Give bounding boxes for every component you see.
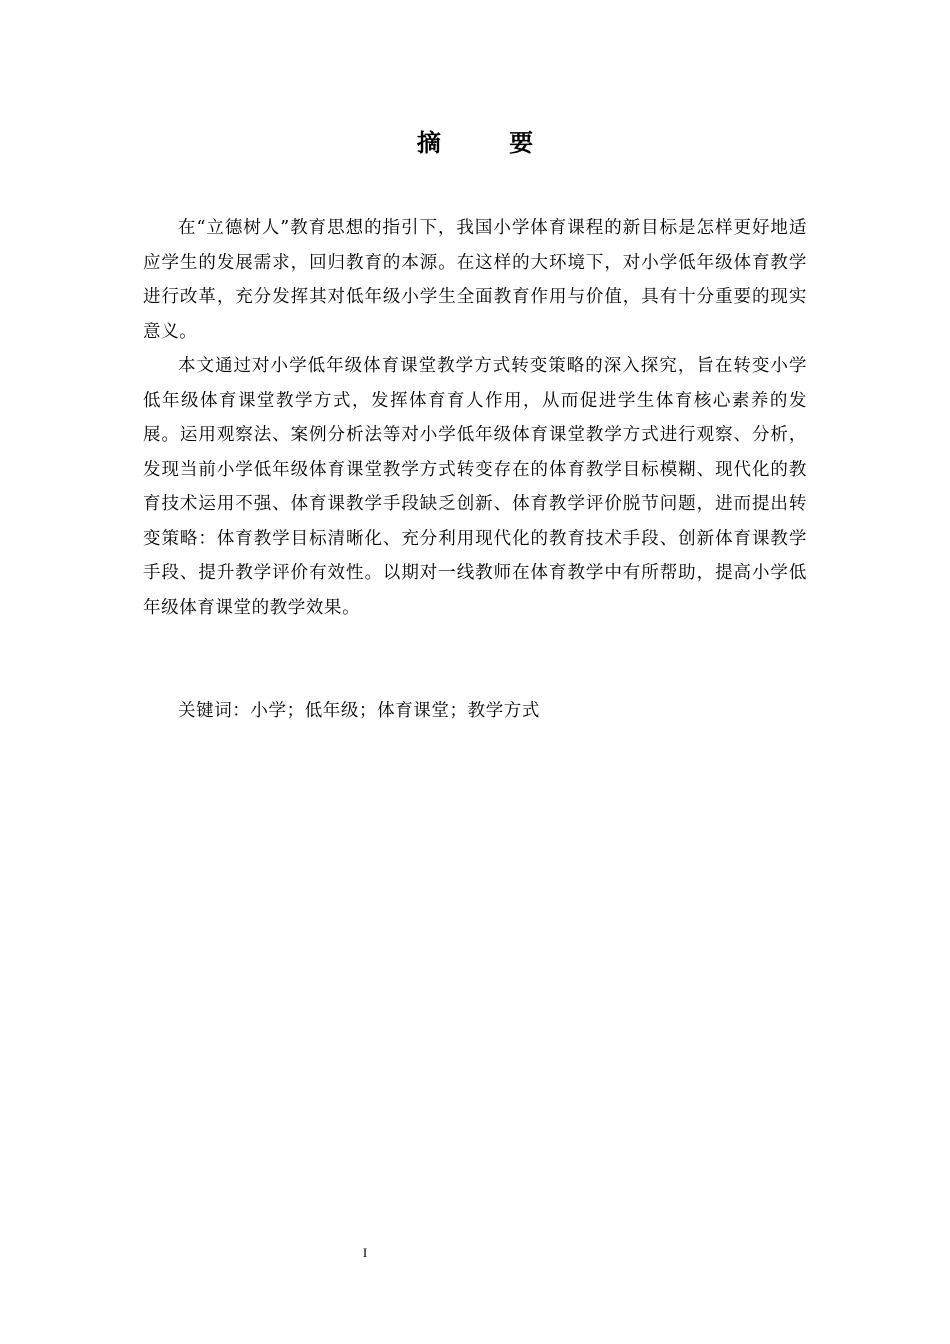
page-number: I (362, 1245, 368, 1260)
abstract-body (143, 211, 807, 625)
abstract-paragraph-2: 本文通过对小学低年级体育课堂教学方式转变策略的深入探究，旨在转变小学低年级体育课堂教学方式，发挥体育育人作用，从而促进学生体育核心素养的发展。运用观察法、案例分析法等对小学低年级体育课堂教学方式进行观察、分析，发现当前小学低年级体育课堂教学方式转变存在的体育教学目标模糊、现代化的教育技术运用不强、体育课教学手段缺乏创新、体育教学评价脱节问题，进而提出转变策略：体育教学目标清晰化、充分利用现代化的教育技术手段、创新体育课教学手段、提升教学评价有效性。以期对一线教师在体育教学中有所帮助，提高小学低年级体育课堂的教学效果。 (143, 356, 807, 618)
abstract-title: 摘 要 (416, 129, 564, 157)
abstract-paragraph-1: 在“立德树人”教育思想的指引下，我国小学体育课程的新目标是怎样更好地适应学生的发展需求，回归教育的本源。在这样的大环境下，对小学低年级体育教学进行改革，充分发挥其对低年级小学生全面教育作用与价值，具有十分重要的现实意义。 (143, 218, 807, 342)
keywords-line: 关键词：小学；低年级；体育课堂；教学方式 (178, 701, 540, 721)
